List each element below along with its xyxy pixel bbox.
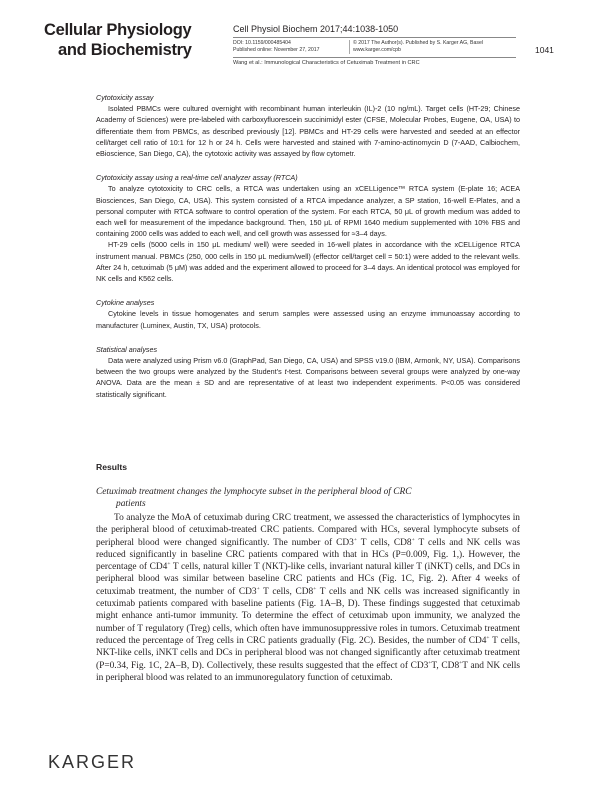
rtca-paragraph-1: To analyze cytotoxicity to CRC cells, a RTCA was undertaken using an xCELLigence™ RTCA system (E-plate 16; ACEA Biosciences, San Diego, CA, USA). This system consisted of a RTCA impedance analyzer, a SP station, 16-well E-Plates, and a personal computer with RTCA software to control operation of the system. For each RTCA, 50 μL of growth medium was added to each well for measurement of the impedance background. Then, 150 μL of RPMI 1640 medium supplemented with 10% FBS and containing 2000 cells was added to each well, and cell growth was assessed for ≈3–4 days. xyxy=(96,184,520,239)
karger-logo: KARGER xyxy=(48,752,137,772)
journal-title-line2: and Biochemistry xyxy=(58,41,192,59)
citation: Cell Physiol Biochem 2017;44:1038-1050 xyxy=(233,24,516,38)
rtca-paragraph-2: HT-29 cells (5000 cells in 150 μL medium/ well) were seeded in 16-well plates in accordance with the xCELLigence RTCA instrument manual. PBMCs (250, 000 cells in 150 μL medium/well) (effector cell/target cell = 50:1) were added to the relevant wells. After 24 h, cetuximab (5 μM) was added and the experiment allowed to proceed for 3–4 days. An identical protocol was employed for NK cells and K562 cells. xyxy=(96,240,520,284)
cytokine-heading: Cytokine analyses xyxy=(96,298,155,308)
statistics-heading: Statistical analyses xyxy=(96,344,158,354)
results-heading: Results xyxy=(96,462,128,472)
website-link[interactable]: www.karger.com/cpb xyxy=(353,47,401,53)
cytokine-paragraph: Cytokine levels in tissue homogenates and serum samples were assessed using an enzyme immunoassay according to manufacturer (Luminex, Austin, TX, USA) protocols. xyxy=(96,309,520,330)
journal-title xyxy=(44,20,234,60)
results-subheading: Cetuximab treatment changes the lymphocyte subset in the peripheral blood of CRC patients xyxy=(96,487,412,509)
doi-block xyxy=(233,40,347,54)
running-title: Wang et al.: Immunological Characteristics of Cetuximab Treatment in CRC xyxy=(233,57,516,68)
cytotoxicity-paragraph: Isolated PBMCs were cultured overnight with recombinant human interleukin (IL)-2 (10 ng/mL). Target cells (HT-29; Chinese Academy of Sciences) were pre-labeled with carboxyfluorescein succinimidyl ester (CFSE, Molecular Probes, Eugene, OA, USA) to differentiate them from PBMCs, as described previously [12]. PBMCs and HT-29 cells were harvested and seeded at an effector cell/target cell ratio of 10:1 for 12 h or 24 h. Cells were harvested and stained with 7-amino-actinomycin D (7-AAD, Calbiochem, eBioscience, San Diego, CA), the cytotoxic activity was assayed by flow cytometr. xyxy=(96,104,520,159)
methods-section xyxy=(96,88,520,400)
results-section xyxy=(96,462,520,684)
results-paragraph: To analyze the MoA of cetuximab during CRC treatment, we assessed the characteristics of lymphocytes in the peripheral blood of cetuximab-treated CRC patients. Compared with HCs, several lymphocyte subsets of peripheral blood were changed significantly. The number of CD3+ T cells, CD8+ T cells and NK cells was reduced significantly in baseline CRC patients compared with that in HCs (P=0.009, Fig. 1,). However, the percentage of CD4+ T cells, natural killer T (NKT)-like cells, invariant natural killer T (iNKT) cells, and DCs in peripheral blood was similar between baseline CRC patients and HCs (Fig. 1C, Fig. 2). After 4 weeks of cetuximab treatment, the number of CD3+ T cells, CD8+ T cells and NK cells was increased significantly in cetuximab patients compared with baseline patients (Fig. 1A–B, D). These findings suggested that cetuximab might enhance anti-tumor immunity. To determine the effect of cetuximab upon immunity, we analyzed the number of T regulatory (Treg) cells, which often have immunosuppressive roles in tumors. Cetuximab treatment reduced the percentage of Treg cells in CRC patients gradually (Fig. 2C). Besides, the number of CD4+ T cells, NKT-like cells, iNKT cells and DCs in peripheral blood was not changed significantly after cetuximab treatment (P=0.34, Fig. 1C, 2A–B, D). Collectively, these results suggested that the effect of CD3+T, CD8+T and NK cells in peripheral blood was related to an immunoregulatory function of cetuximab. xyxy=(96,513,521,683)
statistics-paragraph: Data were analyzed using Prism v6.0 (GraphPad, San Diego, CA, USA) and SPSS v19.0 (IBM, Armonk, NY, USA). Comparisons between the two groups were analyzed by the Student’s t-test. Comparisons between several groups were analyzed by one-way ANOVA. Data are the mean ± SD and are representative of at least two independent experiments. P<0.05 was considered statistically significant. xyxy=(96,356,520,399)
journal-title-line1: Cellular Physiology xyxy=(44,21,192,39)
doi[interactable]: DOI: 10.1159/000485404 xyxy=(233,40,291,46)
rtca-heading: Cytotoxicity assay using a real-time cell analyzer assay (RTCA) xyxy=(96,173,298,183)
cytotoxicity-heading: Cytotoxicity assay xyxy=(96,93,154,102)
published-date: Published online: November 27, 2017 xyxy=(233,47,320,53)
copyright-block xyxy=(349,40,523,54)
page-header xyxy=(0,0,600,80)
page-number: 1041 xyxy=(535,45,554,55)
copyright: © 2017 The Author(s). Published by S. Karger AG, Basel xyxy=(353,40,484,46)
